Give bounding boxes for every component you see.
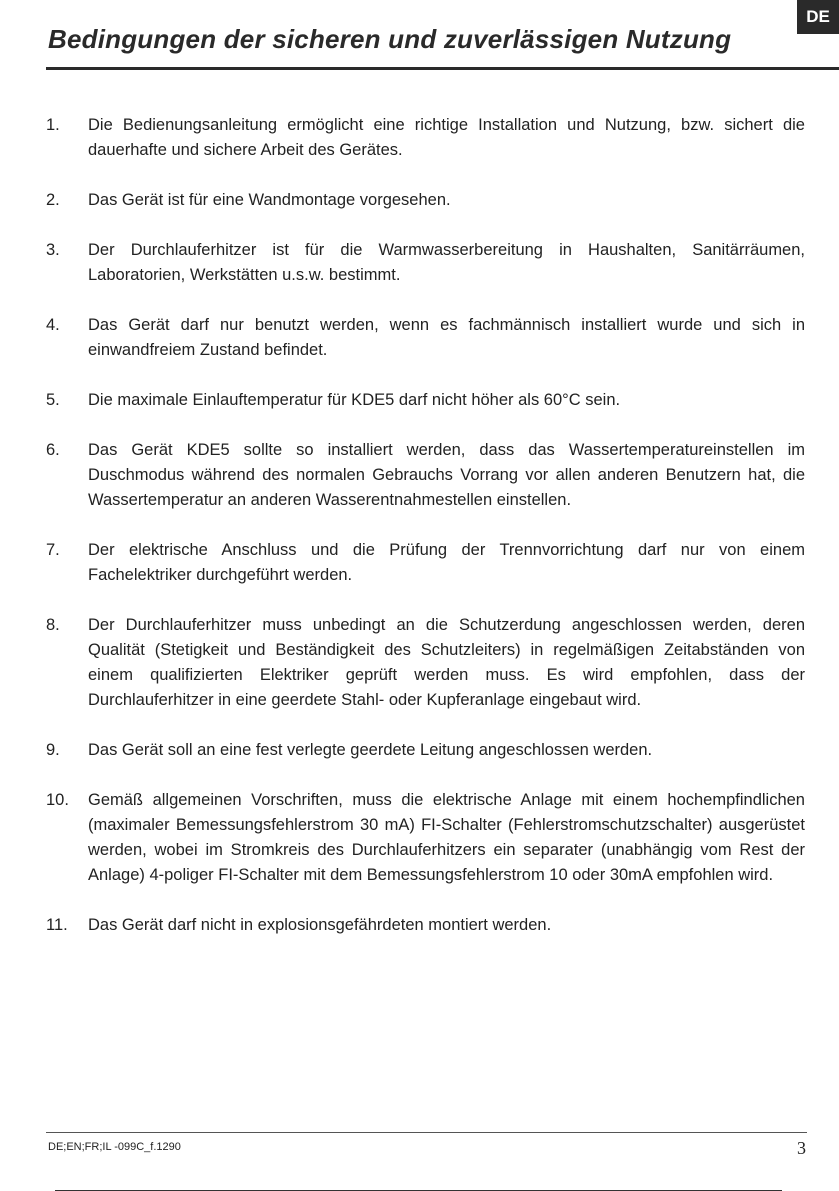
list-item (46, 188, 805, 213)
item-number: 4. (46, 316, 60, 334)
title-divider (46, 67, 839, 70)
item-number: 5. (46, 391, 60, 409)
item-text: Das Gerät darf nicht in explosionsgefährdeten montiert werden. (88, 916, 552, 934)
item-text: Das Gerät ist für eine Wandmontage vorgesehen. (88, 191, 451, 209)
list-item (46, 913, 805, 938)
item-number: 3. (46, 241, 60, 259)
item-text: Gemäß allgemeinen Vorschriften, muss die elektrische Anlage mit einem hochempfindlichen (maximaler Bemessungsfehlerstrom 30 mA) FI-Schalter (Fehlerstromschutzschalter) ausgerüstet werden, wobei im Stromkreis des Durchlauferhitzers ein separater (unabhängig vom Rest der Anlage) 4-poliger FI-Schalter mit dem Bemessungsfehlerstrom 10 oder 30mA empfohlen wird. (88, 791, 805, 884)
item-number: 1. (46, 116, 60, 134)
list-item (46, 738, 805, 763)
list-item (46, 438, 805, 513)
item-number: 11. (46, 916, 68, 934)
page-number: 3 (797, 1138, 806, 1158)
list-item (46, 238, 805, 288)
item-text: Der Durchlauferhitzer ist für die Warmwasserbereitung in Haushalten, Sanitärräumen, Laboratorien, Werkstätten u.s.w. bestimmt. (88, 241, 805, 284)
item-number: 6. (46, 441, 60, 459)
list-item (46, 113, 805, 163)
item-text: Das Gerät soll an eine fest verlegte geerdete Leitung angeschlossen werden. (88, 741, 653, 759)
item-number: 7. (46, 541, 60, 559)
item-number: 8. (46, 616, 60, 634)
item-text: Der Durchlauferhitzer muss unbedingt an die Schutzerdung angeschlossen werden, deren Qualität (Stetigkeit und Beständigkeit des Schutzleiters) in regelmäßigen Zeitabständen von einem qualifizierten Elektriker geprüft werden muss. Es wird empfohlen, dass der Durchlauferhitzer in eine geerdete Stahl- oder Kupferanlage eingebaut wird. (88, 616, 805, 709)
list-item (46, 613, 805, 713)
list-item (46, 313, 805, 363)
item-text: Das Gerät KDE5 sollte so installiert werden, dass das Wassertemperatureinstellen im Duschmodus während des normalen Gebrauchs Vorrang vor allen anderen Benutzern hat, die Wassertemperatur an anderen Wasserentnahmestellen einstellen. (88, 441, 805, 509)
item-text: Die maximale Einlauftemperatur für KDE5 darf nicht höher als 60°C sein. (88, 391, 621, 409)
item-number: 2. (46, 191, 60, 209)
list-item (46, 538, 805, 588)
document-code: DE;EN;FR;IL -099C_f.1290 (48, 1141, 181, 1153)
list-item (46, 788, 805, 888)
page-title: Bedingungen der sicheren und zuverlässigen Nutzung (48, 24, 732, 54)
item-number: 9. (46, 741, 60, 759)
footer-divider (46, 1132, 807, 1133)
safety-conditions-list (46, 113, 805, 963)
item-text: Der elektrische Anschluss und die Prüfung der Trennvorrichtung darf nur von einem Fachelektriker durchgeführt werden. (88, 541, 805, 584)
list-item (46, 388, 805, 413)
item-text: Die Bedienungsanleitung ermöglicht eine richtige Installation und Nutzung, bzw. sichert die dauerhafte und sichere Arbeit des Gerätes. (88, 116, 805, 159)
item-text: Das Gerät darf nur benutzt werden, wenn es fachmännisch installiert wurde und sich in einwandfreiem Zustand befindet. (88, 316, 805, 359)
language-badge: DE (797, 0, 839, 34)
item-number: 10. (46, 791, 69, 809)
